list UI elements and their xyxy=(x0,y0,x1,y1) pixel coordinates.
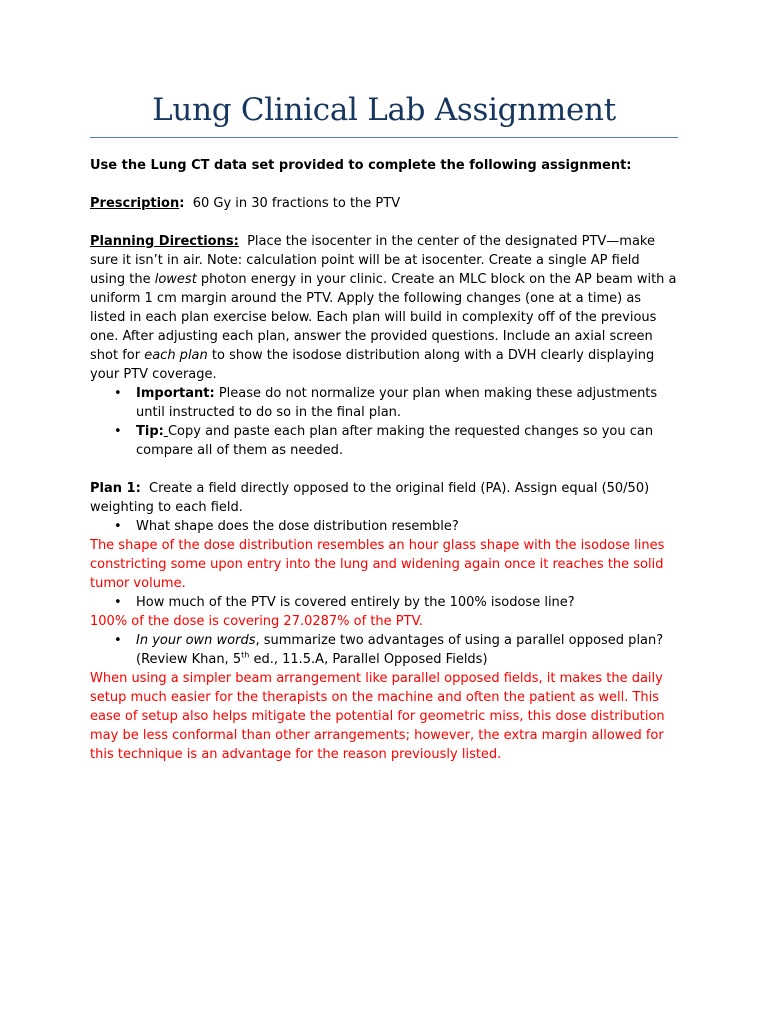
planning-label: Planning Directions: xyxy=(90,234,239,249)
intro-line: Use the Lung CT data set provided to complete the following assignment: xyxy=(90,158,632,173)
plan1-answer-1: The shape of the dose distribution resembles an hour glass shape with the isodose lines constricting some upon entry into the lung and widening again once it reaches the solid tumor volume. xyxy=(90,538,665,591)
important-label: Important: xyxy=(136,386,215,401)
plan1-answer-2: 100% of the dose is covering 27.0287% of the PTV. xyxy=(90,614,423,629)
bullet-important: • Important: Please do not normalize your plan when making these adjustments until instructed to do so in the final plan. xyxy=(114,386,658,420)
bullet-icon: • xyxy=(114,595,122,610)
plan1-question-2: • How much of the PTV is covered entirely by the 100% isodose line? xyxy=(114,595,575,610)
bullet-icon: • xyxy=(114,633,122,648)
prescription-line: Prescription: 60 Gy in 30 fractions to the PTV xyxy=(90,196,401,211)
title-divider xyxy=(90,137,678,138)
planning-directions: Planning Directions: Place the isocenter in the center of the designated PTV—make sure it isn’t in air. Note: calculation point will be at isocenter. Create a single AP field using the lowest photon energy in your clinic. Create an MLC block on the AP beam with a uniform 1 cm margin around the PTV. Apply the following changes (one at a time) as listed in each plan exercise below. Each plan will build in complexity off of the previous one. After adjusting each plan, answer the provided questions. Include an axial screen shot for each plan to show the isodose distribution along with a DVH clearly displaying your PTV coverage. xyxy=(90,234,677,382)
bullet-tip: • Tip: Copy and paste each plan after making the requested changes so you can compare all of them as needed. xyxy=(114,424,654,458)
prescription-label: Prescription xyxy=(90,196,180,211)
plan1-question-3: • In your own words, summarize two advantages of using a parallel opposed plan? (Review Khan, 5th ed., 11.5.A, Parallel Opposed Fields) xyxy=(114,633,664,667)
document-title: Lung Clinical Lab Assignment xyxy=(152,92,616,128)
bullet-icon: • xyxy=(114,424,122,439)
document-body xyxy=(90,156,678,764)
plan1-intro: Plan 1: Create a field directly opposed to the original field (PA). Assign equal (50/50) weighting to each field. xyxy=(90,481,650,515)
bullet-icon: • xyxy=(114,519,122,534)
prescription-text: 60 Gy in 30 fractions to the PTV xyxy=(192,196,401,211)
tip-label: Tip: xyxy=(136,424,164,439)
khan-reference: (Review Khan, 5th ed., 11.5.A, Parallel Opposed Fields) xyxy=(136,650,488,667)
plan1-label: Plan 1: xyxy=(90,481,141,496)
bullet-icon: • xyxy=(114,386,122,401)
plan1-question-1: • What shape does the dose distribution resemble? xyxy=(114,519,459,534)
plan1-answer-3: When using a simpler beam arrangement like parallel opposed fields, it makes the daily setup much easier for the therapists on the machine and often the patient as well. This ease of setup also helps mitigate the potential for geometric miss, this dose distribution may be less conformal than other arrangements; however, the extra margin allowed for this technique is an advantage for the reason previously listed. xyxy=(90,671,665,762)
